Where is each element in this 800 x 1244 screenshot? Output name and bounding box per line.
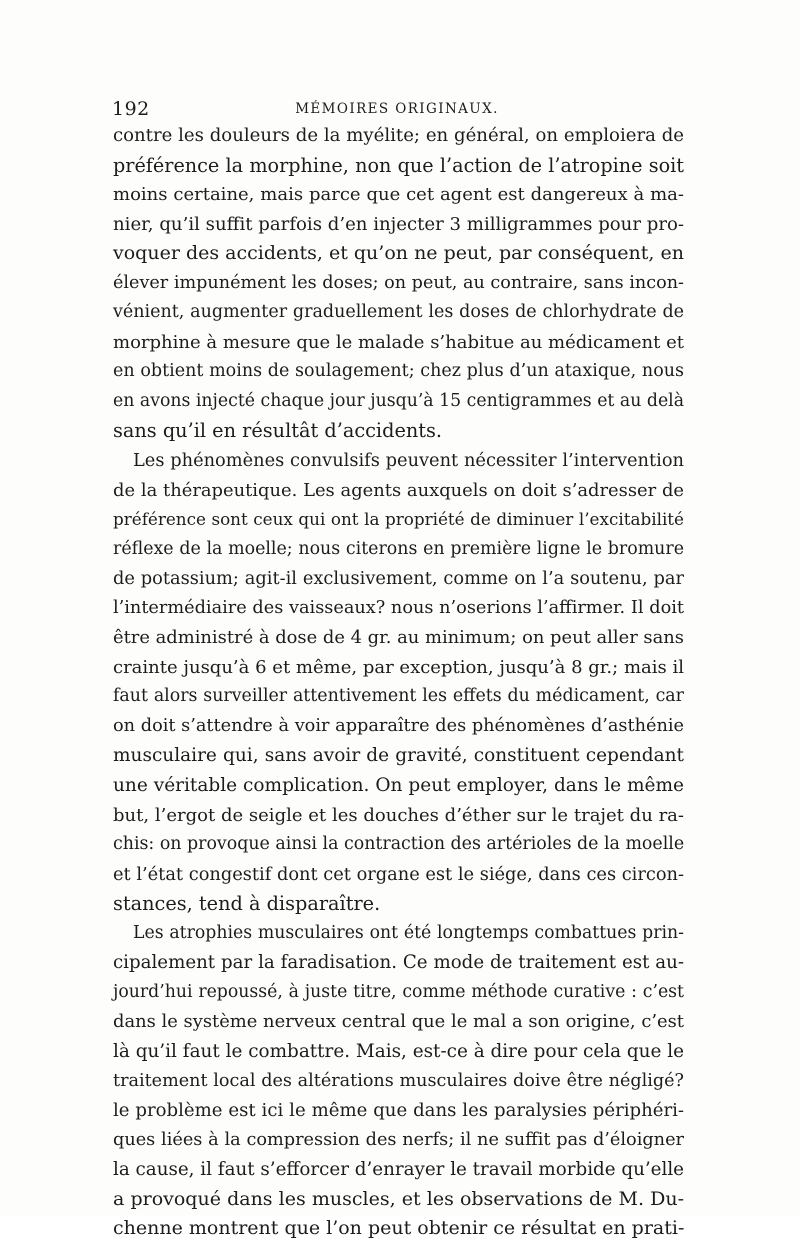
text-line: l’intermédiaire des vaisseaux? nous n’oserions l’affirmer. Il doit	[113, 597, 684, 618]
text-line: le problème est ici le même que dans les paralysies périphéri-	[113, 1100, 684, 1122]
text-line: Les phénomènes convulsifs peuvent nécessiter l’intervention	[133, 450, 684, 472]
text-line: musculaire qui, sans avoir de gravité, constituent cependant	[113, 745, 684, 767]
text-line: en obtient moins de soulagement; chez plus d’un ataxique, nous	[113, 361, 684, 382]
text-line: sans qu’il en résultât d’accidents.	[113, 419, 443, 443]
text-line: de la thérapeutique. Les agents auxquels on doit s’adresser de	[113, 479, 684, 501]
text-line: a provoqué dans les muscles, et les observations de M. Du-	[113, 1187, 684, 1210]
text-line: contre les douleurs de la myélite; en général, on emploiera de	[113, 125, 684, 146]
text-line: réflexe de la moelle; nous citerons en première ligne le bromure	[113, 538, 684, 559]
text-line: voquer des accidents, et qu’on ne peut, par conséquent, en	[113, 242, 684, 265]
text-line: traitement local des altérations musculaires doive être négligé?	[113, 1070, 684, 1091]
text-line: stances, tend à disparaître.	[113, 892, 381, 916]
text-line: but, l’ergot de seigle et les douches d’éther sur le trajet du ra-	[113, 804, 684, 826]
text-line: là qu’il faut le combattre. Mais, est-ce à dire pour cela que le	[113, 1040, 684, 1062]
text-line: moins certaine, mais parce que cet agent est dangereux à ma-	[113, 184, 684, 206]
body-text	[113, 121, 684, 1244]
page-header	[112, 98, 682, 120]
text-line: nier, qu’il suffit parfois d’en injecter 3 milligrammes pour pro-	[113, 213, 684, 235]
text-line: vénient, augmenter graduellement les doses de chlorhydrate de	[113, 302, 684, 323]
text-line: crainte jusqu’à 6 et même, par exception, jusqu’à 8 gr.; mais il	[113, 656, 684, 678]
text-line: être administré à dose de 4 gr. au minimum; on peut aller sans	[113, 627, 684, 649]
text-line: préférence la morphine, non que l’action de l’atropine soit	[113, 153, 684, 177]
text-line: une véritable complication. On peut employer, dans le même	[113, 775, 684, 797]
text-line: élever impunément les doses; on peut, au contraire, sans incon-	[113, 272, 684, 293]
text-line: jourd’hui repoussé, à juste titre, comme méthode curative : c’est	[113, 981, 684, 1002]
running-title: MÉMOIRES ORIGINAUX.	[295, 101, 499, 117]
text-line: préférence sont ceux qui ont la propriété de diminuer l’excitabilité	[113, 509, 684, 530]
text-line: en avons injecté chaque jour jusqu’à 15 centigrammes et au delà	[113, 390, 684, 411]
text-line: la cause, il faut s’efforcer d’enrayer le travail morbide qu’elle	[113, 1159, 684, 1181]
text-line: de potassium; agit-il exclusivement, comme on l’a soutenu, par	[113, 568, 684, 590]
text-line: Les atrophies musculaires ont été longtemps combattues prin-	[133, 922, 684, 943]
text-line: on doit s’attendre à voir apparaître des phénomènes d’asthénie	[113, 715, 684, 736]
text-line: dans le système nerveux central que le mal a son origine, c’est	[113, 1011, 684, 1033]
text-line: morphine à mesure que le malade s’habitue au médicament et	[113, 331, 684, 353]
page-number: 192	[112, 98, 150, 120]
text-line: cipalement par la faradisation. Ce mode de traitement est au-	[113, 952, 684, 974]
text-line: chenne montrent que l’on peut obtenir ce résultat en prati-	[113, 1217, 685, 1240]
text-line: et l’état congestif dont cet organe est le siége, dans ces circon-	[113, 863, 684, 885]
text-line: chis: on provoque ainsi la contraction des artérioles de la moelle	[113, 834, 685, 855]
text-line: faut alors surveiller attentivement les effets du médicament, car	[113, 686, 684, 707]
text-line: ques liées à la compression des nerfs; il ne suffit pas d’éloigner	[113, 1129, 684, 1150]
